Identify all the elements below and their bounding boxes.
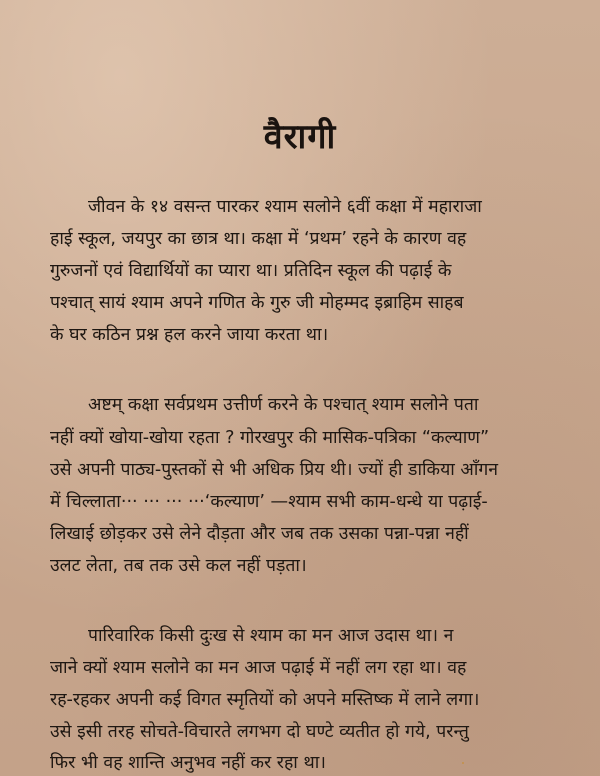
paragraph-line: उसे अपनी पाठ्य-पुस्तकों से भी अधिक प्रिय थी। ज्यों ही डाकिया आँगन <box>50 460 499 480</box>
paper-speck <box>462 762 464 764</box>
paragraph-line: जाने क्यों श्याम सलोने का मन आज पढ़ाई में नहीं लग रहा था। वह <box>50 658 467 678</box>
paragraph-line: उसे इसी तरह सोचते-विचारते लगभग दो घण्टे व्यतीत हो गये, परन्तु <box>50 722 469 742</box>
paragraph-line: नहीं क्यों खोया-खोया रहता ? गोरखपुर की मासिक-पत्रिका “कल्याण” <box>50 428 490 448</box>
paragraph-line: गुरुजनों एवं विद्यार्थियों का प्यारा था। प्रतिदिन स्कूल की पढ़ाई के <box>50 261 452 281</box>
chapter-title: वैरागी <box>263 117 337 157</box>
paragraph-line: उलट लेता, तब तक उसे कल नहीं पड़ता। <box>50 556 307 576</box>
paragraph-line: पारिवारिक किसी दुःख से श्याम का मन आज उदास था। न <box>88 626 454 646</box>
paragraph-line: रह-रहकर अपनी कई विगत स्मृतियों को अपने मस्तिष्क में लाने लगा। <box>50 690 480 710</box>
paragraph-line: के घर कठिन प्रश्न हल करने जाया करता था। <box>50 325 329 345</box>
paragraph-line: फिर भी वह शान्ति अनुभव नहीं कर रहा था। <box>50 753 326 773</box>
paragraph-line: जीवन के १४ वसन्त पारकर श्याम सलोने ६वीं कक्षा में महाराजा <box>88 197 482 217</box>
paragraph-line: लिखाई छोड़कर उसे लेने दौड़ता और जब तक उसका पन्ना-पन्ना नहीं <box>50 524 469 544</box>
paragraph-line: पश्चात् सायं श्याम अपने गणित के गुरु जी मोहम्मद इब्राहिम साहब <box>50 293 464 313</box>
paragraph-line: अष्टम् कक्षा सर्वप्रथम उत्तीर्ण करने के पश्चात् श्याम सलोने पता <box>88 395 479 415</box>
paragraph-line: में चिल्लाता··· ··· ··· ···‘कल्याण’ —श्याम सभी काम-धन्धे या पढ़ाई- <box>50 492 488 512</box>
paragraph-line: हाई स्कूल, जयपुर का छात्र था। कक्षा में ‘प्रथम’ रहने के कारण वह <box>50 229 467 249</box>
